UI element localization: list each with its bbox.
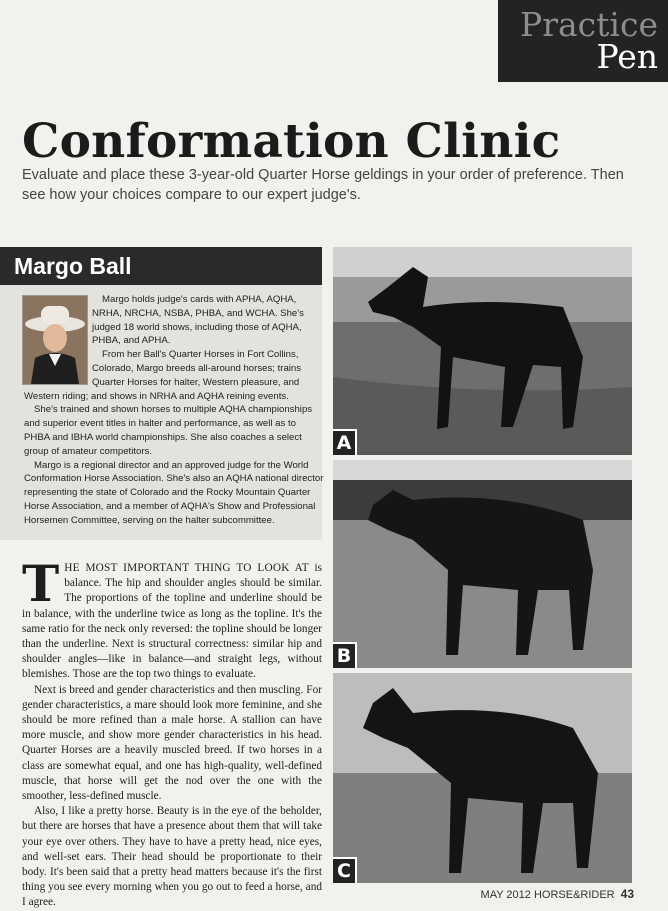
page-number: 43 [620,887,634,901]
page-footer [481,887,634,901]
judge-bio-paragraph: From her Ball's Quarter Horses in Fort Collins, Colorado, Margo breeds all-around horses; trains Quarter Horses for halter, Western pleasure, and Western riding; and shows in NRHA and AQHA reining events. [24,349,302,402]
article-paragraph: Also, I like a pretty horse. Beauty is in the eye of the beholder, but there are horses that have a presence about them that will take your eye over others. They have to have a pretty head, nice eyes, and well-set ears. Their head should be proportionate to their body. It's been said that a pretty head matters because it's the first thing you see every morning when you go out to feed a horse, and I agree. [22,805,322,909]
judge-bio-paragraph: Margo holds judge's cards with APHA, AQHA, NRHA, NRCHA, NSBA, PHBA, and WCHA. She's judged 18 world shows, including those of AQHA, PHBA, and APHA. [92,294,304,347]
judge-bio [24,293,324,528]
drop-cap: T [22,554,60,613]
section-badge [498,0,668,82]
judge-bio-paragraph: Margo is a regional director and an approved judge for the World Conformation Horse Association. She's also an AQHA national director representing the state of Colorado and the Rocky Mountain Quarter Horse Association, and a member of AQHA's Show and Professional Horsemen Committee, serving on the halter subcommittee. [24,459,324,526]
judge-name-bar [0,247,322,285]
horse-photo-b [333,460,632,668]
judge-name: Margo Ball [14,253,132,279]
headline: Conformation Clinic [22,114,561,169]
horse-photo-a [333,247,632,455]
article-paragraph [22,554,323,683]
section-badge-line2: Pen [596,37,658,76]
photo-label-a: A [333,429,357,455]
subhead: Evaluate and place these 3-year-old Quarter Horse geldings in your order of preference. Then see how your choices compare to our expert judge's. [22,167,624,203]
article-paragraph: Next is breed and gender characteristics and then muscling. For gender characteristics, a mare should look more feminine, and she should be more refined than a male horse. A stallion can have more muscle, and show more gender characteristics in his head. Quarter Horses are a heavily muscled breed. If two horses in a class are somewhat equal, and one has high-quality, well-defined muscle, that horse will get the nod over the one with the smoother, less-defined muscle. [22,683,322,803]
footer-issue: MAY 2012 HORSE&RIDER [480,889,615,901]
photo-label-c: C [333,857,357,883]
article-lead-in: HE MOST IMPORTANT THING TO LOOK AT [64,562,309,574]
section-badge-line1: Practice [520,5,658,44]
horse-photo-c [333,673,632,883]
article-body [22,554,323,911]
judge-bio-paragraph: She's trained and shown horses to multiple AQHA championships and superior event titles in halter and performance, as well as to PHBA and IBHA world championships. She also coaches a select group of amateur competitors. [24,404,313,457]
photo-label-b: B [333,642,357,668]
article-paragraph-text: is balance. The hip and shoulder angles should be similar. The proportions of the topline and underline should be in balance, with the underline twice as long as the topline. It's the same ratio for the neck only reversed: the topline should be longer than the underline. Next is structural correctness: similar hip and shoulder angles—like in balance—and straight legs, without blemishes. Those are the top two things to evaluate. [22,562,323,681]
